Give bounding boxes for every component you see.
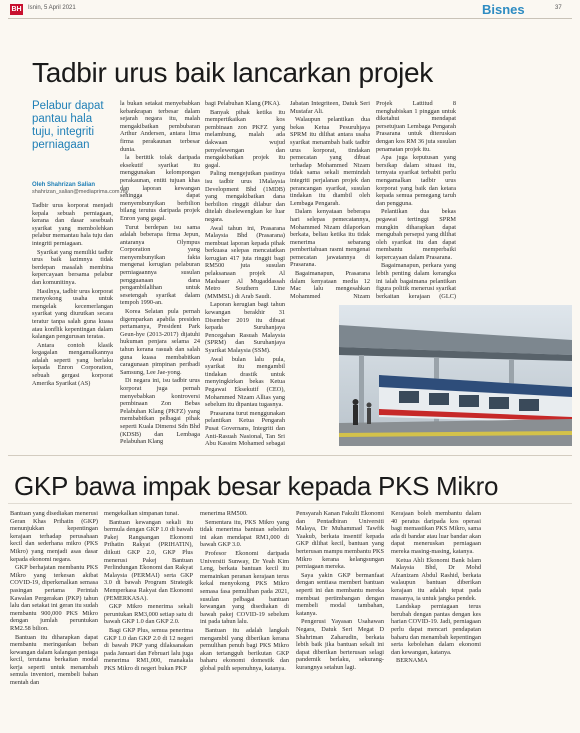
section-label: Bisnes: [482, 2, 525, 17]
paragraph: Pelantikan dua bekas pegawai tertinggi SPRM mungkin diharapkan dapat mengubah persepsi yang dilihat oleh syarikat itu dan dapat membantu memperbaiki kepercayaan dalam Prasarana.: [376, 208, 456, 261]
paragraph: Di negara ini, isu tadbir urus korporat juga pernah menyebabkan kontroversi pembinaan Zon Bebas Pelabuhan Klang (PKFZ) yang membabitkan pelbagai pihak seperti Kuala Dimensi Sdn Bhd (KDSB) dan Lembaga Pelabuhan Klang: [120, 377, 200, 446]
paragraph: Profesor Ekonomi daripada Universiti Sunway, Dr Yeah Kim Leng, berkata bantuan kecil itu memainkan peranan kerajaan terus kekal menyokong PKS Mikro semasa fasa pemulihan pada 2021, susulan pelbagai bantuan kewangan yang disediakan di bawah pakej COVID-19 sebelum ini pada tahun lalu.: [200, 549, 289, 626]
paragraph: Syarikat yang memiliki tadbir urus baik lazimnya tidak berdepan masalah membina kepercayaan bersama pelabur dan komunitinya.: [32, 248, 113, 286]
paragraph: GKP berhajatan membantu PKS Mikro yang terkesan akibat COVID-19, diperkenalkan semasa pasingan pertama Perintah Kawalan Pergerakan (PKP) tahun lalu dan setakat ini geran itu sudah membantu 900,000 PKS Mikro dengan jumlah peruntukan RM2.58 bilion.: [10, 564, 98, 632]
paragraph: Dalam kenyataan beberapa hari selepas pemecatannya, Mohammed Nizam dilaporkan berkata, beliau ketika itu tidak menerima sebarang pemberitahuan rasmi mengenai pemecatan jawatannya di Prasarana.: [290, 208, 370, 269]
paragraph: Bantuan itu diharapkan dapat membantu meringankan beban kewangan dalam kalangan peniaga kecil, terutama berkaitan modal kerja seperti untuk menambah semula inventori, membeli bahan mentah dan: [10, 633, 98, 687]
paragraph: Bantuan yang disediakan menerusi Geran Khas Prihatin (GKP) menunjukkan kepentingan kerajaan terhadap perusahaan kecil dan sederhana mikro (PKS Mikro) yang menjadi asas dasar kepada ekonomi negara.: [10, 510, 98, 563]
paragraph: Pensyarah Kanan Fakulti Ekonomi dan Pentadbiran Universiti Malaya, Dr Muhammad Tawfik Yaakub, berkata insentif kepada GKP dilihat kecil, bantuan yang berterusan mampu membantu PKS Mikro kerana kelangsungan perniagaan mereka.: [296, 510, 384, 571]
paragraph: Laporan kerugian bagi tahun kewangan berakhir 31 Disember 2019 itu dibuat kepada Suruhanjaya Pencegahan Rasuah Malaysia (SPRM) dan Suruhanjaya Syarikat Malaysia (SSM).: [205, 301, 285, 354]
paragraph: Bantuan kewangan sekali itu bermula dengan GKP 1.0 di bawah Pakej Rangsangan Ekonomi Prihatin Rakyat (PRIHATIN), diikuti GKP 2.0, GKP Plus menerusi Pakej Bantuan Perlindungan Ekonomi dan Rakyat Malaysia (PERMAI) serta GKP 3.0 di bawah Program Strategik Memperkasa Rakyat dan Ekonomi (PEMERKASA).: [104, 518, 193, 602]
paragraph: la bertitik tolak daripada eksekutif syarikat itu menggunakan kelompongan perakaunan, entiti tujuan khas dan laporan kewangan sehingga dapat menyembunyikan berbilion bilang terutus daripada projek Enron yang gagal.: [120, 154, 200, 222]
paragraph: Sementara itu, PKS Mikro yang tidak menerima bantuan sebelum ini akan mendapat RM1,000 di bawah GKP 3.0.: [200, 518, 289, 549]
story-divider: [8, 455, 572, 456]
story2-divider: [8, 503, 572, 504]
paragraph: Turut berdepan isu sama adalah beberapa firma Jepun, antaranya Olympus Corporation yang menyembunyikan fakta mengenai kerugian pelaburan perniagaannya susulan pengguanaan dana pengambilalihan untuk sesetengah syarikat dalam tempoh 1990-an.: [120, 223, 200, 307]
story1-column-5: [376, 100, 456, 300]
story1-column-3: [205, 100, 285, 448]
story1-byline: Oleh Shahrizan Salian: [32, 182, 96, 188]
paragraph: Projek Lattitud 8 menghabiskan 1 pinggan untuk diketahui mendapat persetujuan Lembaga Pengarah Prasarana untuk diteruskan dengan kos RM 36 juta susulan penamatan projek itu.: [376, 100, 456, 153]
story1-column-4: [290, 100, 370, 300]
paragraph: Korea Selatan pula pernah digemparkan apabila presiden pertamanya, President Park Geun-hye (2013-2017) dijatuhi hukuman penjara selama 24 tahun kerana rasuah dan salah guna kuasa membabitkan caragunaan pimpinan peribadi Samsung, Lee Jae-yong.: [120, 308, 200, 376]
paragraph: Bagaimanapun, Prasarana dalam kenyataan media 12 Mac lalu mengesahkan Mohammed Nizam: [290, 270, 370, 300]
paragraph: Hasilnya, tadbir urus korporat menyokong usaha untuk mengelak kecemerlangan syarikat yang diurutkan secara teratur tanpa salah guna kuasa atau konflik kepentingan dalam kalangan pengurusan teratas.: [32, 287, 113, 341]
paragraph: mengekalkan simpanan tunai.: [104, 510, 180, 517]
story2-column-2: [104, 510, 193, 728]
story2-column-1: [10, 510, 98, 728]
story2-column-5: [391, 510, 481, 728]
paragraph: Tadbir urus korporat menjadi kepala sebuah perniagaan, kerana dan dasar sesebuah syarikat yang membolehkan pelabur memantau hala tuju dan integriti perniagaan.: [32, 202, 113, 247]
paragraph: Antara contoh klasik kegagalan mengamalkannya adalah seperti yang berlaku kepada Enron Corporation, sebuah gergasi korporat Amerika Syarikat (AS): [32, 341, 113, 387]
story1-column-2: [120, 100, 200, 448]
paragraph: Prasarana turut menggunakan pelantikan Ketua Pengarah Pusat Governans, Integriti dan Anti-Rasuah Nasional, Tan Sri Abu Kassim Mohamed sebagai: [205, 409, 285, 448]
story1-column-1: [32, 202, 113, 448]
issue-date: Isnin, 5 April 2021: [28, 5, 76, 11]
story2-headline: GKP bawa impak besar kepada PKS Mikro: [14, 471, 499, 501]
paragraph: GKP Mikro menerima sekali peruntukan RM3,000 setiap satu di bawah GKP 1.0 dan GKP 2.0.: [104, 603, 193, 626]
paragraph: Banyak pihak ketika itu mempertikaikan kos pembinaan zon PKFZ yang melambung, malah ada dakwaan wujud penyelewengan dan mengakibatkan projek itu gagal.: [205, 108, 285, 169]
story2-column-3: [200, 510, 289, 728]
paragraph: Apa juga keputusan yang bersikap dalam situasi itu, ternyata syarikat terbabit perlu mengamalkan tadbir urus korporat yang baik dan ketara kepada semua pemegang taruh dan pengguna.: [376, 154, 456, 207]
paragraph: menerima RM500.: [200, 510, 248, 517]
bh-logo: BH: [11, 6, 22, 13]
paragraph: bagi Pelabuhan Klang (PKA).: [205, 100, 281, 107]
page-number: 37: [555, 5, 562, 11]
paragraph: Ketua Ahli Ekonomi Bank Islam Malaysia Bhd, Dr Mohd Afzanizam Abdul Rashid, berkata walaupun bantuan diberikan kerajaan itu adalah tepat pada masanya, ia untuk jangka pendek.: [391, 556, 481, 602]
story1-byline-email: shahrizan_salian@mediaprima.com.my: [32, 189, 129, 195]
header-divider: [8, 18, 572, 19]
paragraph: Bagi GKP Plus, semua penerima GKP 1.0 dan GKP 2.0 di 12 negeri di bawah PKP yang dilaksanakan pada Januari dan Februari lalu juga menerima RM1,000, manakala PKS Mikro di negeri bukan PKP: [104, 626, 193, 672]
paragraph: Pengerusi Yayasan Usahawan Negara, Datuk Seri Megat D Shahriman Zaharudin, berkata lebih baik jika bantuan sekali ini dapat diberikan berterusan selagi pandemik berlaku, sekurang-kurangnya setahun lagi.: [296, 618, 384, 671]
paragraph: Paling mengejutkan pastinya isu tadbir urus 1Malaysia Development Bhd (1MDB) yang mengakibatkan dana berbilion ringgit dilabur dan ditelah diselewengkan ke luar negara.: [205, 170, 285, 223]
paragraph: Walaupun pelantikan dua bekas Ketua Pesuruhjaya SPRM itu dilihat antara usaha syarikat menambah baik tadbir urus korporat, tindakan pemecatan yang dibuat terhadap Mohammed Nizam tidak sama sekali memindah integriti perjalanan projek dan perancangan syarikat, susulan tindakan itu diambil oleh Lembaga Pengarah.: [290, 116, 370, 207]
story1-headline: Tadbir urus baik lancarkan projek: [32, 57, 433, 88]
paragraph: Awal bulan lalu pula, syarikat itu mengambil tindakan drastik untuk menyingkirkan bekas Ketua Pegawai Eksekutif (CEO), Mohammed Nizam Allias yang sebelum itu dipantau tugasnya.: [205, 355, 285, 409]
paragraph: Bagaimanapun, perkara yang lebih penting dalam kerangka ini ialah bagaimana pelantikan figura politik menerusi syarikat berkaitan kerajaan (GLC): [376, 262, 456, 300]
paragraph: Kerajaan boleh membantu dalam 40 peratus daripada kos operasi bagi memastikan PKS Mikro, sama ada di bandar atau luar bandar akan dapat meneruskan perniagaan mereka masing-masing, katanya.: [391, 510, 481, 555]
paragraph: Landskap perniagaan terus berubah dengan pantas dengan kes harian COVID-19. Jadi, perniagaan perlu dapat mencari pendapatan baharu dan menambah kepentingan serta kebolehan dalam ekonomi dan kewangan, katanya.: [391, 603, 481, 656]
paragraph: Bantuan itu adalah langkah mengambil yang diberikan kerana pemulihan penuh bagi PKS Mikro akan tertangguh berikutan GKP baharu ekonomi domestik dan global pulih sepenuhnya, katanya.: [200, 626, 289, 672]
story1-pullquote: Pelabur dapat pantau hala tuju, integriti perniagaan: [32, 100, 104, 151]
paragraph: la bukan setakat menyebabkan kebankrapan terbesar dalam sejarah negara itu, malah mengakibatkan pembubaran Arthur Andersen, antara lima firma perakaunan terbesar dunia.: [120, 100, 200, 153]
paragraph: Jabatan Integriteen, Datuk Seri Mustafar Ali.: [290, 100, 370, 115]
story2-column-4: [296, 510, 384, 728]
paragraph: Saya yakin GKP bermanfaat dengan sentiasa memberi bantuan seperti ini dan membantu mereka membuat pertimbangan dengan membeli modal tambahan, katanya.: [296, 571, 384, 617]
paragraph: BERNAMA: [396, 657, 428, 665]
paragraph: Awal tahun ini, Prasarana Malaysia Bhd (Prasarana) membuat laporan kepada pihak berkuasa selepas mencatatkan kerugian 417 juta ringgit bagi RM500 juta susulan pelaksanaan projek Al Mashaaer Al Mugaddassah Metro Southern Line (MMMSL) di Arab Saudi.: [205, 224, 285, 300]
lrt-station-photo: [339, 305, 572, 446]
